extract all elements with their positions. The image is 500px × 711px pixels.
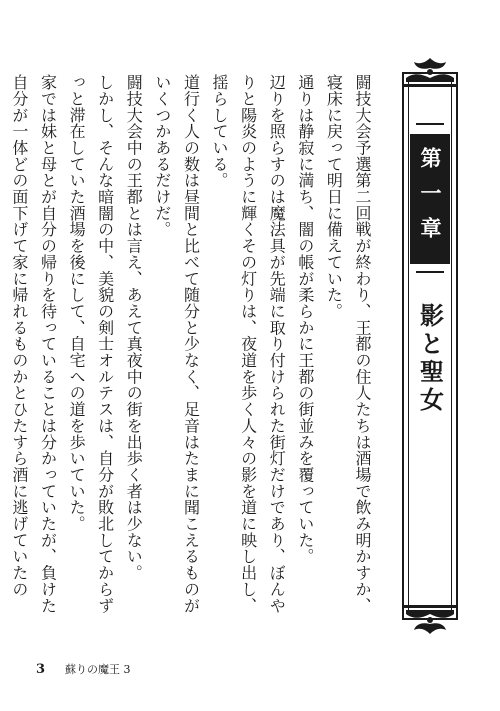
chapter-banner: [396, 56, 464, 636]
paragraph: しかし、そんな暗闇の中、美貌の剣士オルテスは、自分が敗北してからずっと滞在していた酒場を後にして、自宅への道を歩いていた。: [67, 74, 115, 614]
chapter-number: 第一章: [410, 134, 450, 264]
page-footer: [36, 661, 131, 677]
paragraph: 闘技大会予選第二回戦が終わり、王都の住人たちは酒場で飲み明かすか、寝床に戻って明日に備えていた。: [324, 74, 372, 614]
paragraph: 通りは静寂に満ち、闇の帳が柔らかに王都の街並みを覆っていた。: [295, 74, 315, 565]
divider-ornament-icon: [416, 122, 444, 126]
running-title: 蘇りの魔王 3: [65, 663, 131, 676]
body-text: [9, 74, 376, 622]
paragraph: 辺りを照らすのは魔法具が先端に取り付けられた街灯だけであり、ぼんやりと陽炎のように輝くその灯りは、夜道を歩く人々の影を道に映し出し、揺らしている。: [210, 74, 287, 614]
ornament-bottom-icon: [396, 604, 464, 636]
paragraph: 道行く人の数は昼間と比べて随分と少なく、足音はたまに聞こえるものがいくつかあるだけだ。: [152, 74, 201, 614]
paragraph: 家では妹と母とが自分の帰りを待っていることは分かっていたが、負けた自分が一体どの面下げて家に帰れるものかとひたすら酒に逃げていたの: [9, 74, 58, 614]
chapter-title: 影と聖女: [415, 303, 445, 415]
divider-ornament-icon: [416, 270, 444, 274]
page-number: 3: [36, 662, 46, 677]
paragraph: 闘技大会中の王都とは言え、あえて真夜中の街を出歩く者は少ない。: [124, 74, 144, 581]
